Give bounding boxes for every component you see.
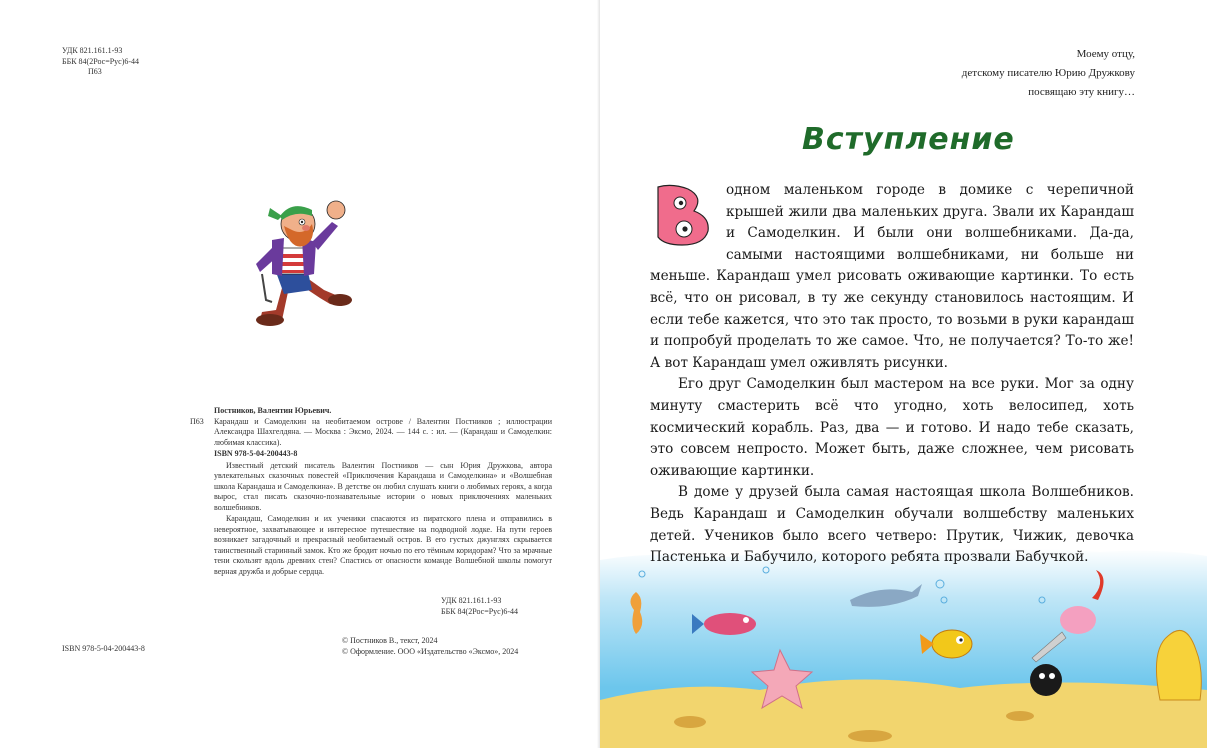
pirate-illustration (232, 180, 362, 330)
biblio-isbn: ISBN 978-5-04-200443-8 (214, 449, 298, 458)
paragraph-1 (650, 180, 1134, 374)
copyright-text: © Постников В., текст, 2024 (342, 636, 438, 645)
udk-code: УДК 821.161.1-93 (62, 46, 123, 55)
bbk-code-bottom: ББК 84(2Рос=Рус)6-44 (441, 606, 519, 616)
bbk-code: ББК 84(2Рос=Рус)6-44 (62, 56, 140, 66)
dedication-line-2: детскому писателю Юрию Дружкову (961, 67, 1135, 79)
left-page (0, 0, 600, 748)
copyright-block (342, 636, 562, 657)
chapter-title: Вступление (802, 122, 1015, 157)
dropcap-letter (650, 183, 720, 247)
paragraph-2: Его друг Самоделкин был мастером на все руки. Мог за одну минуту смастерить всё что угодно, хоть велосипед, хоть космический корабль. Раз, два — и готово. И надо тебе сказать, это совсем непросто. Может быть, даже сложнее, чем рисовать оживающие картинки. (650, 376, 1134, 479)
udk-bottom-block (441, 596, 561, 617)
bibliographic-entry (190, 417, 552, 449)
chapter-body (650, 180, 1134, 569)
copyright-design: © Оформление. ООО «Издательство «Эксмо», 2024 (342, 646, 519, 656)
author-heading: Постников, Валентин Юрьевич. (214, 406, 332, 415)
dedication-line-1: Моему отцу, (1076, 48, 1135, 60)
dedication-line-3: посвящаю эту книгу… (1028, 86, 1135, 98)
dropcap-text: В (666, 204, 683, 228)
isbn-left: ISBN 978-5-04-200443-8 (62, 644, 145, 653)
paragraph-1-text: одном маленьком городе в домике с черепичной крышей жили два маленьких друга. Звали их Карандаш и Самоделкин. И были они волшебниками. Да-да, самыми настоящими волшебниками, ни больше ни меньше. Карандаш умел рисовать оживающие картинки. То есть всё, что он рисовал, в ту же секунду становилось настоящим. И если тебе кажется, что это так просто, то возьми в руки карандаш и попробуй проделать то же самое. Что, не получается? То-то же! А вот Карандаш умел оживлять рисунки. (650, 182, 1134, 371)
udk-code-bottom: УДК 821.161.1-93 (441, 596, 502, 605)
entry-code: П63 (190, 416, 204, 426)
underwater-illustration (600, 540, 1207, 748)
bibliographic-record (190, 406, 552, 577)
paragraph-3: В доме у друзей была самая настоящая школа Волшебников. Ведь Карандаш и Самоделкин обучали волшебству маленьких детей. Учеников было всего четверо: Прутик, Чижик, девочка Пастенька и Бабучило, которого ребята прозвали Бабучкой. (650, 484, 1134, 566)
author-sign: П63 (88, 67, 102, 76)
udk-top-block (62, 46, 222, 78)
entry-text: Карандаш и Самоделкин на необитаемом острове / Валентин Постников ; иллюстрации Александра Шахгелдяна. — Москва : Эксмо, 2024. — 144 с. : ил. — (Карандаш и Самоделкин: любимая классика). (214, 416, 552, 447)
dedication (962, 45, 1135, 102)
annotation-paragraph-2: Карандаш, Самоделкин и их ученики спасаются из пиратского плена и отправились в невероятное, захватывающее и интересное путешествие на подводной лодке. На пути героев возникает загадочный и прекрасный необитаемый остров. В его густых джунглях скрывается таинственный старинный замок. Кто же бродит ночью по его тёмным коридорам? Что за мрачные тени скользят вдоль древних стен? Спастись от опасности команде Волшебной школы помогут верная дружба и добрые сердца. (214, 514, 552, 576)
annotation-paragraph-1: Известный детский писатель Валентин Постников — сын Юрия Дружкова, автора увлекательных сказочных повестей «Приключения Карандаша и Самоделкина» и «Волшебная школа Карандаша и Самоделкина». В детстве он любил слушать книги о любимых героях, а когда вырос, стал писать сказочно-познавательные истории о новых приключениях маленьких волшебников. (214, 460, 552, 512)
